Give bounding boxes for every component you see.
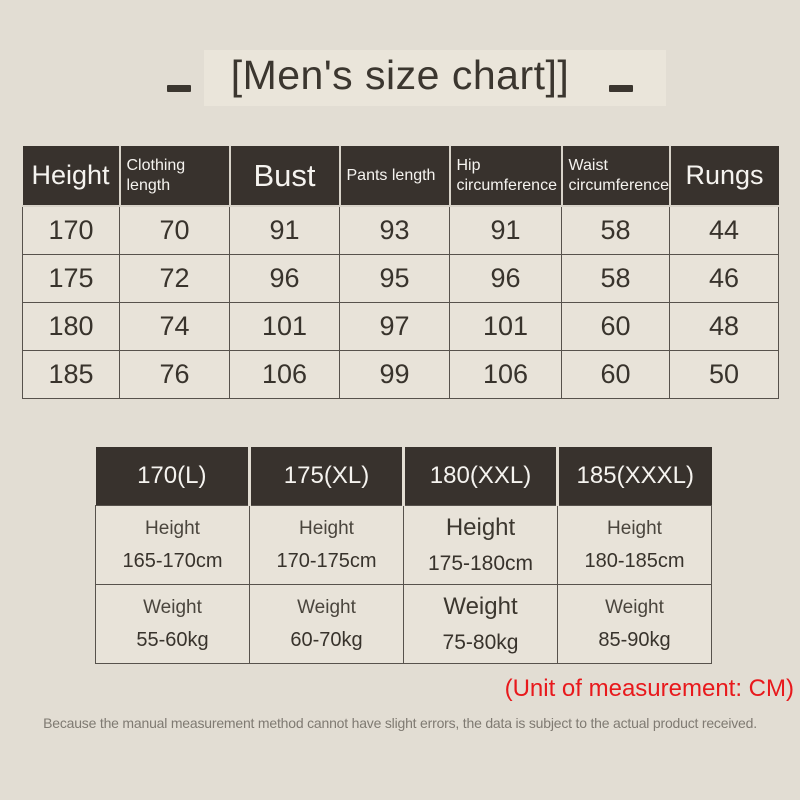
title-dash-left-icon bbox=[167, 85, 191, 92]
column-header-hip-circumference: Hip circumference bbox=[450, 146, 562, 206]
weight-label: Weight bbox=[605, 596, 664, 618]
column-header-rungs: Rungs bbox=[670, 146, 779, 206]
table-row bbox=[23, 255, 779, 303]
table-cell: 106 bbox=[450, 351, 562, 399]
weight-cell bbox=[404, 585, 558, 664]
weight-cell bbox=[250, 585, 404, 664]
table-cell: 60 bbox=[562, 303, 670, 351]
height-label: Height bbox=[607, 517, 662, 539]
page-title: [Men's size chart]] bbox=[230, 51, 570, 98]
table-cell: 72 bbox=[120, 255, 230, 303]
height-cell bbox=[558, 506, 712, 585]
table-cell: 46 bbox=[670, 255, 779, 303]
size-header-xxl: 180(XXL) bbox=[404, 447, 558, 506]
table-cell: 175 bbox=[23, 255, 120, 303]
table-cell: 76 bbox=[120, 351, 230, 399]
weight-row bbox=[96, 585, 712, 664]
weight-label: Weight bbox=[443, 593, 518, 620]
height-range: 170-175cm bbox=[276, 549, 377, 572]
height-cell bbox=[404, 506, 558, 585]
fit-table-container bbox=[95, 447, 712, 664]
height-row bbox=[96, 506, 712, 585]
disclaimer: Because the manual measurement method cannot have slight errors, the data is subject to the actual product received. bbox=[43, 715, 757, 731]
table-cell: 185 bbox=[23, 351, 120, 399]
size-chart-table bbox=[22, 146, 779, 399]
table-cell: 180 bbox=[23, 303, 120, 351]
table-cell: 74 bbox=[120, 303, 230, 351]
table-cell: 44 bbox=[670, 206, 779, 255]
height-cell bbox=[250, 506, 404, 585]
table-cell: 101 bbox=[450, 303, 562, 351]
title-dash-right-icon bbox=[609, 85, 633, 92]
height-label: Height bbox=[299, 517, 354, 539]
table-cell: 95 bbox=[340, 255, 450, 303]
table-cell: 106 bbox=[230, 351, 340, 399]
unit-note: (Unit of measurement: CM) bbox=[504, 675, 794, 702]
weight-range: 75-80kg bbox=[442, 631, 519, 654]
table-row bbox=[23, 303, 779, 351]
weight-cell bbox=[96, 585, 250, 664]
height-cell bbox=[96, 506, 250, 585]
table-cell: 93 bbox=[340, 206, 450, 255]
table-cell: 91 bbox=[230, 206, 340, 255]
table-row bbox=[23, 206, 779, 255]
table-cell: 48 bbox=[670, 303, 779, 351]
height-label: Height bbox=[145, 517, 200, 539]
table-cell: 101 bbox=[230, 303, 340, 351]
column-header-clothing-length: Clothing length bbox=[120, 146, 230, 206]
table-cell: 70 bbox=[120, 206, 230, 255]
fit-table bbox=[95, 447, 712, 664]
column-header-waist-circumference: Waist circumference bbox=[562, 146, 670, 206]
table-cell: 60 bbox=[562, 351, 670, 399]
column-header-pants-length: Pants length bbox=[340, 146, 450, 206]
column-header-bust: Bust bbox=[230, 146, 340, 206]
weight-label: Weight bbox=[297, 596, 356, 618]
table-cell: 97 bbox=[340, 303, 450, 351]
fit-table-header-row bbox=[96, 447, 712, 506]
size-chart-table-container bbox=[22, 146, 779, 399]
height-range: 175-180cm bbox=[427, 552, 534, 575]
weight-range: 85-90kg bbox=[598, 628, 671, 651]
table-cell: 58 bbox=[562, 255, 670, 303]
table-cell: 50 bbox=[670, 351, 779, 399]
height-label: Height bbox=[445, 514, 516, 541]
weight-label: Weight bbox=[143, 596, 202, 618]
table-cell: 170 bbox=[23, 206, 120, 255]
table-cell: 58 bbox=[562, 206, 670, 255]
height-range: 165-170cm bbox=[122, 549, 223, 572]
title-row bbox=[0, 44, 800, 106]
size-header-xxxl: 185(XXXL) bbox=[558, 447, 712, 506]
column-header-height: Height bbox=[23, 146, 120, 206]
table-cell: 99 bbox=[340, 351, 450, 399]
table-cell: 96 bbox=[450, 255, 562, 303]
size-header-xl: 175(XL) bbox=[250, 447, 404, 506]
weight-range: 55-60kg bbox=[136, 628, 209, 651]
table-cell: 91 bbox=[450, 206, 562, 255]
size-header-l: 170(L) bbox=[96, 447, 250, 506]
table-cell: 96 bbox=[230, 255, 340, 303]
height-range: 180-185cm bbox=[584, 549, 685, 572]
weight-range: 60-70kg bbox=[290, 628, 363, 651]
size-chart-header-row bbox=[23, 146, 779, 206]
weight-cell bbox=[558, 585, 712, 664]
table-row bbox=[23, 351, 779, 399]
